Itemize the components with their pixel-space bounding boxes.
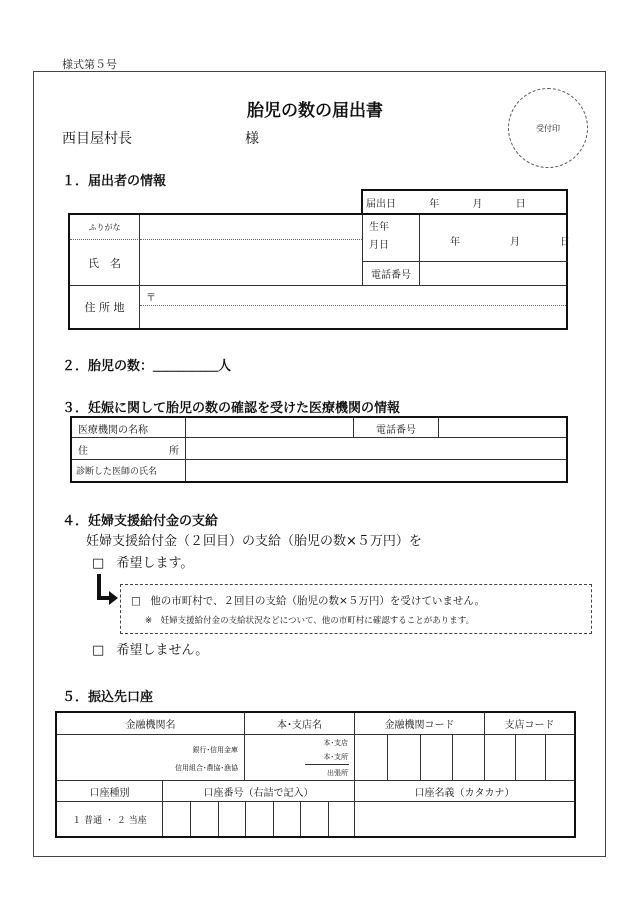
bank-types-2: 信用組合･農協･漁協: [175, 764, 238, 772]
medical-table: [70, 416, 568, 483]
section2-prefix: ２．胎児の数：: [62, 359, 154, 374]
account-holder-field[interactable]: [355, 802, 574, 836]
bank-name-header: 金融機関名: [57, 713, 245, 735]
section2-heading: [62, 355, 231, 374]
arrow-down-right-icon: [94, 574, 120, 610]
date-label: 届出日: [366, 198, 396, 210]
birth-year: 年: [450, 237, 460, 248]
date-month: 月: [472, 198, 483, 210]
account-number-header: 口座番号（右詰で記入）: [163, 781, 355, 802]
applicant-table: [68, 213, 568, 330]
section4-lead: 妊婦支援給付金（２回目）の支給（胎児の数×５万円）を: [86, 534, 422, 549]
account-type-options[interactable]: １ 普通 ・ ２ 当座: [57, 802, 163, 836]
digit-divider: [190, 802, 191, 836]
reception-stamp: [508, 88, 588, 168]
section1-heading: １．届出者の情報: [62, 174, 167, 189]
bank-code-field[interactable]: [355, 735, 485, 781]
date-table: [361, 189, 568, 213]
doctor-field[interactable]: [186, 460, 566, 481]
branch-types-1: 本･支店: [323, 739, 348, 747]
no-wish-option[interactable]: [92, 639, 208, 658]
birth-day: 日: [560, 237, 570, 248]
birth-label-2: 月日: [369, 240, 389, 251]
addressee: 西目屋村長: [62, 131, 132, 147]
birth-label: [363, 215, 420, 261]
branch-types-3: 出張所: [327, 769, 348, 777]
code-divider: [545, 735, 546, 781]
section4-heading: ４．妊婦支援給付金の支給: [62, 514, 219, 529]
stamp-label: 受付印: [536, 123, 560, 133]
postal-mark: 〒: [146, 293, 156, 304]
date-day: 日: [515, 198, 526, 210]
branch-name-header: 本･支店名: [245, 713, 355, 735]
branch-code-field[interactable]: [485, 735, 574, 781]
other-muni-checkbox[interactable]: □: [131, 595, 141, 607]
bank-types-1: 銀行･信用金庫: [192, 746, 238, 754]
branch-name-field[interactable]: [245, 735, 355, 781]
account-number-field[interactable]: [163, 802, 355, 836]
no-wish-checkbox[interactable]: □: [92, 643, 105, 658]
account-holder-header: 口座名義（カタカナ）: [355, 781, 574, 802]
bank-name-field[interactable]: [57, 735, 245, 781]
birth-month: 月: [510, 237, 520, 248]
digit-divider: [300, 802, 301, 836]
other-municipality-box: [120, 584, 592, 634]
medical-address-2: 所: [169, 446, 179, 457]
other-muni-text: 他の市町村で、２回目の支給（胎児の数×５万円）を受けていません。: [150, 595, 485, 607]
branch-types-divider: [305, 764, 349, 765]
phone-label: 電話番号: [363, 261, 420, 285]
digit-divider: [218, 802, 219, 836]
other-muni-line[interactable]: [131, 593, 485, 608]
digit-divider: [245, 802, 246, 836]
digit-divider: [328, 802, 329, 836]
address-divider: [70, 285, 566, 286]
doctor-label: 診断した医師の氏名: [72, 460, 186, 481]
other-muni-note: ※ 妊婦支援給付金の支給状況などについて、他の市町村に確認することがあります。: [145, 616, 475, 626]
furigana-label: ふりがな: [70, 215, 140, 239]
medical-address-1: 住: [78, 446, 88, 457]
code-divider: [420, 735, 421, 781]
birth-label-1: 生年: [369, 222, 389, 233]
medical-phone-label: 電話番号: [353, 418, 439, 438]
wish-option[interactable]: [92, 552, 193, 571]
name-label: 氏 名: [70, 239, 140, 285]
date-row: [362, 190, 567, 213]
digit-divider: [273, 802, 274, 836]
code-divider: [452, 735, 453, 781]
date-year: 年: [429, 198, 440, 210]
section2-suffix: 人: [218, 359, 232, 374]
wish-label: 希望します。: [116, 556, 194, 571]
medical-address-field[interactable]: [186, 438, 566, 460]
account-type-header: 口座種別: [57, 781, 163, 802]
fetus-count-blank[interactable]: ＿＿＿＿＿: [153, 359, 219, 374]
furigana-divider: [140, 239, 362, 240]
honorific: 様: [245, 131, 259, 147]
bank-table: [55, 711, 576, 838]
code-divider: [515, 735, 516, 781]
section5-heading: ５．振込先口座: [62, 690, 154, 705]
page-title: 胎児の数の届出書: [247, 101, 383, 121]
institution-label: 医療機関の名称: [72, 418, 186, 438]
form-number: 様式第５号: [62, 58, 117, 71]
no-wish-label: 希望しません。: [116, 643, 209, 658]
medical-phone-field[interactable]: [439, 418, 566, 438]
wish-checkbox[interactable]: □: [92, 556, 105, 571]
branch-types-2: 本･支所: [323, 753, 348, 761]
institution-field[interactable]: [186, 418, 353, 438]
bank-code-header: 金融機関コード: [355, 713, 485, 735]
branch-code-header: 支店コード: [485, 713, 574, 735]
medical-address-label: [72, 438, 186, 460]
section3-heading: ３．妊娠に関して胎児の数の確認を受けた医療機関の情報: [62, 401, 401, 416]
code-divider: [387, 735, 388, 781]
address-label: 住 所 地: [70, 286, 140, 328]
address-dotted-line: [140, 305, 566, 306]
